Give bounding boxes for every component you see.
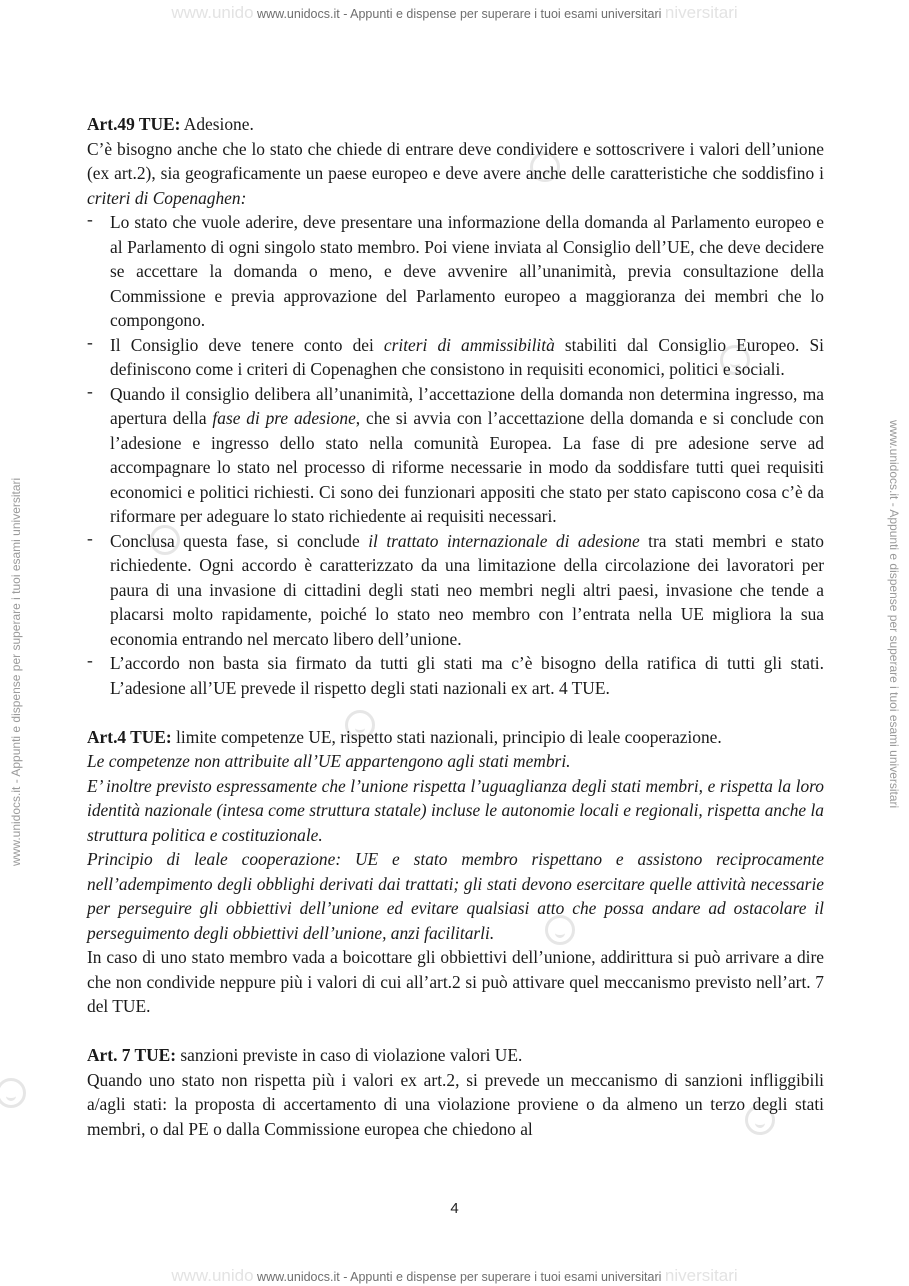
art7-paragraph: Quando uno stato non rispetta più i valori ex art.2, si prevede un meccanismo di sanzioni infliggibili a/agli stati: la proposta di accertamento di una violazione proviene o da almeno un terzo degli stati membri, o dal PE o dalla Commissione europea che chiedono al <box>87 1069 824 1139</box>
text-run: Il Consiglio deve tenere conto dei <box>110 334 384 355</box>
watermark-ghost-right: niversitari <box>664 3 738 22</box>
list-item <box>87 382 824 529</box>
document-body <box>87 112 824 1141</box>
italic-run: fase di pre adesione <box>212 408 356 428</box>
text-run: L’accordo non basta sia firmato da tutti gli stati ma c’è bisogno della ratifica di tutti gli stati. L’adesione all’UE prevede il rispetto degli stati nazionali ex art. 4 TUE. <box>110 653 824 698</box>
watermark-logo-icon <box>0 1078 26 1108</box>
paragraph-gap <box>87 1019 824 1044</box>
heading-text: limite competenze UE, rispetto stati nazionali, principio di leale cooperazione. <box>171 726 722 747</box>
watermark-banner-bottom <box>0 1266 909 1286</box>
art4-italic-paragraph <box>87 847 824 945</box>
watermark-ghost-left: www.unido <box>171 3 254 22</box>
text-run: , che si avvia con l’accettazione della domanda e si conclude con l’adesione e ingresso dello stato nella comunità Europea. La fase di pre adesione serve ad accompagnare lo stato nel processo di riforme necessarie in modo da soddisfare tutti quei requisiti economici e politici richiesti. Ci sono dei funzionari appositi che stato per stato capiscono cosa c’è da riformare per adeguare lo stato richiedente ai requisiti necessari. <box>110 408 825 526</box>
page-number: 4 <box>450 1200 459 1217</box>
list-item <box>87 210 824 333</box>
paragraph-gap <box>87 700 824 725</box>
heading-bold: Art.49 TUE: <box>87 114 181 134</box>
text-run: Quando il consiglio delibera all’unanimità, l’accettazione della domanda non determina ingresso, ma apertura della <box>110 383 824 428</box>
italic-run: criteri di ammissibilità <box>383 334 555 355</box>
list-item <box>87 333 824 382</box>
italic-run: E’ inoltre previsto espressamente che l’unione rispetta l’uguaglianza degli stati membri, e rispetta la loro identità nazionale (intesa come struttura statale) incluse le autonomie locali e regionali, rispetta anche la struttura politica e costituzionale. <box>87 775 824 845</box>
watermark-ghost-right: niversitari <box>664 1266 738 1285</box>
italic-run: Principio di leale cooperazione: UE e stato membro rispettano e assistono reciprocamente nell’adempimento degli obblighi derivati dai trattati; gli stati devono esercitare quelle attività necessarie per perseguire gli obbiettivi dell’unione ed evitare qualsiasi atto che possa andare ad ostacolare il perseguimento degli obbiettivi dell’unione, anzi facilitarli. <box>87 849 824 943</box>
art49-list <box>87 210 824 700</box>
heading-bold: Art.4 TUE: <box>87 726 172 747</box>
list-item <box>87 651 824 700</box>
text-run: Lo stato che vuole aderire, deve presentare una informazione della domanda al Parlamento europeo e al Parlamento di ogni singolo stato membro. Poi viene inviata al Consiglio dell’UE, che deve decidere se accettare la domanda o meno, e deve avvenire all’unanimità, previa consultazione della Commissione e previa approvazione del Parlamento europeo a maggioranza dei membri che lo compongono. <box>110 212 824 330</box>
watermark-banner-text: www.unidocs.it - Appunti e dispense per superare i tuoi esami universitari <box>257 7 662 21</box>
heading-bold: Art. 7 TUE: <box>87 1045 177 1065</box>
heading-text: Adesione. <box>180 114 254 134</box>
watermark-ghost-left: www.unido <box>171 1266 254 1285</box>
heading-text: sanzioni previste in caso di violazione valori UE. <box>176 1045 523 1065</box>
watermark-side-left: www.unidocs.it - Appunti e dispense per superare i tuoi esami universitari <box>9 477 23 866</box>
text-run: C’è bisogno anche che lo stato che chiede di entrare deve condividere e sottoscrivere i valori dell’unione (ex art.2), sia geograficamente un paese europeo e deve avere anche delle caratteristiche che soddisfino i <box>87 138 824 183</box>
section-art49-intro <box>87 137 824 211</box>
art4-italic-paragraph <box>87 749 824 774</box>
italic-run: Le competenze non attribuite all’UE appartengono agli stati membri. <box>87 751 571 771</box>
list-item <box>87 529 824 652</box>
art4-italic-paragraph <box>87 774 824 848</box>
watermark-banner-top <box>0 3 909 23</box>
art4-paragraph: In caso di uno stato membro vada a boicottare gli obbiettivi dell’unione, addirittura si può arrivare a dire che non condivide neppure più i valori di cui all’art.2 si può attivare quel meccanismo previsto nell’art. 7 del TUE. <box>87 947 824 1016</box>
text-run: stabiliti dal Consiglio Europeo. Si definiscono come i criteri di Copenaghen che consistono in requisiti economici, politici e sociali. <box>110 334 824 379</box>
watermark-side-right: www.unidocs.it - Appunti e dispense per superare i tuoi esami universitari <box>887 420 901 809</box>
section-art4-heading <box>87 725 824 750</box>
text-run: Conclusa questa fase, si conclude <box>110 530 369 551</box>
watermark-banner-text: www.unidocs.it - Appunti e dispense per superare i tuoi esami universitari <box>257 1270 662 1284</box>
italic-run: criteri di Copenaghen: <box>87 187 247 208</box>
section-art7-heading <box>87 1043 824 1068</box>
text-run: tra stati membri e stato richiedente. Ogni accordo è caratterizzato da una limitazione della circolazione dei lavoratori per paura di una invasione di cittadini degli stati neo membri negli altri paesi, invasione che tende a placarsi molto rapidamente, poiché lo stato neo membro con l’entrata nella UE migliora la sua economia entrando nel mercato libero dell’unione. <box>110 530 824 649</box>
section-art49-heading <box>87 112 824 137</box>
italic-run: il trattato internazionale di adesione <box>368 530 640 551</box>
